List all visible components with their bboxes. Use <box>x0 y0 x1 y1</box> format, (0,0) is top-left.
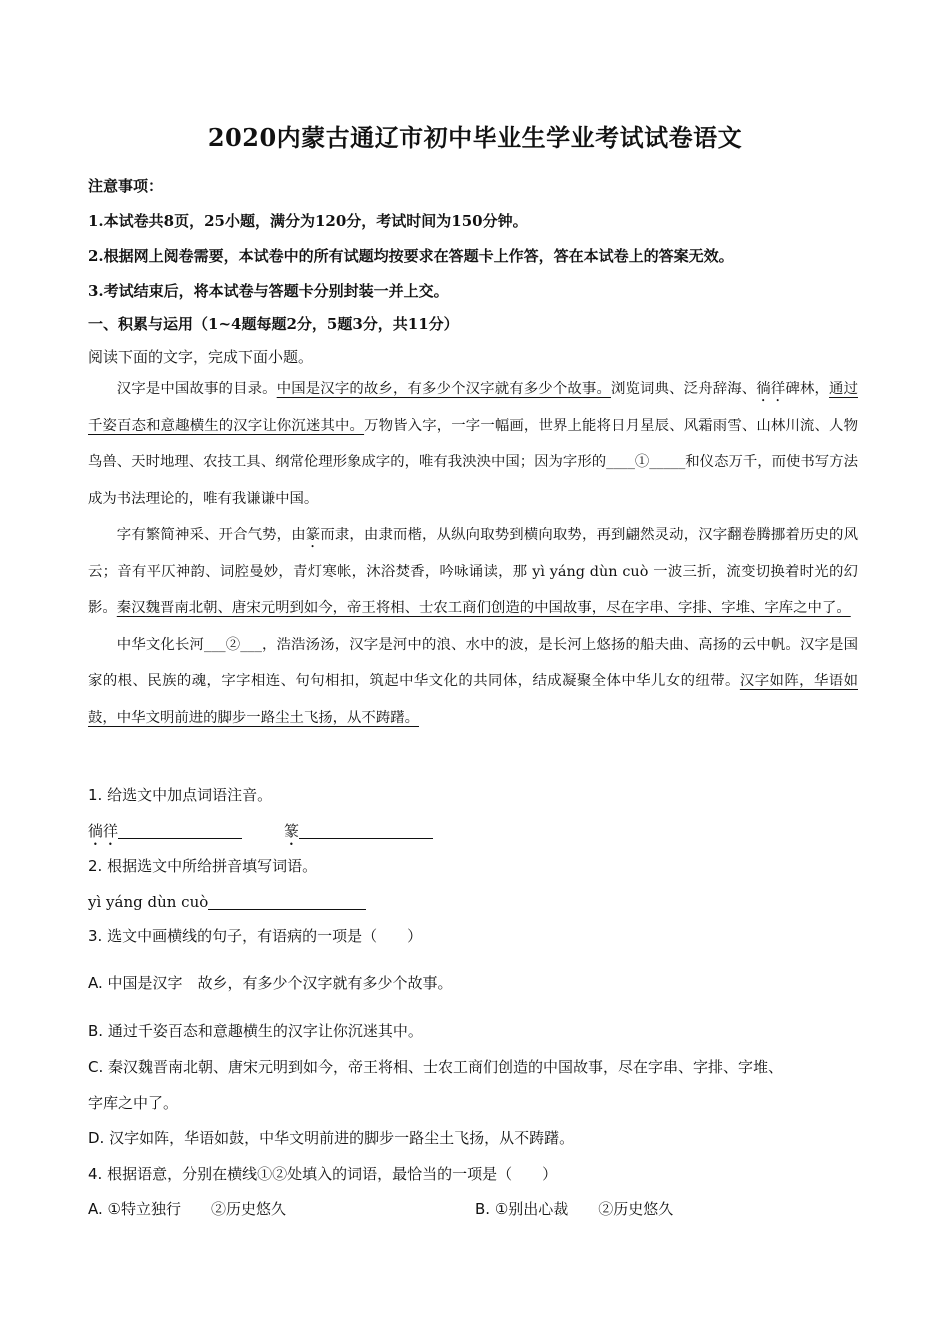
option-text: 通过千姿百态和意趣横生的汉字让你沉迷其中。 <box>103 1022 423 1040</box>
option-label: D. <box>88 1129 105 1147</box>
option-c-continued: 字库之中了。 <box>88 1094 179 1112</box>
option-text: 秦汉魏晋南北朝、唐宋元明到如今，帝王将相、士农工商们创造的中国故事，尽在字串、字排、字堆、 <box>103 1058 784 1076</box>
option-text: 汉字如阵，华语如鼓，中华文明前进的脚步一路尘土飞扬，从不踌躇。 <box>104 1129 575 1147</box>
question-text: 根据选文中所给拼音填写词语。 <box>102 857 318 875</box>
blank-2: ___②___ <box>204 636 262 653</box>
option-b[interactable] <box>88 1021 423 1041</box>
p1-text: 和仪态万千，而使书写方法成为书法理论的，唯有我谦谦中国。 <box>88 454 858 507</box>
answer-blank-2[interactable] <box>299 820 433 839</box>
p1-underlined-sentence-1: 中国是汉字的故乡，有多少个汉字就有多少个故事。 <box>276 381 611 397</box>
p3-underlined-sentence: 汉字如阵，华语如鼓，中华文明前进的脚步一路尘土飞扬，从不踌躇。 <box>88 673 858 726</box>
question-number: 4. <box>88 1165 103 1183</box>
option-text: ①别出心裁 ②历史悠久 <box>490 1200 674 1218</box>
passage-paragraph-2 <box>88 517 858 627</box>
question-2 <box>88 856 317 876</box>
answer-blank[interactable] <box>208 891 366 910</box>
p1-text: 碑林， <box>785 381 830 397</box>
p1-text: 汉字是中国故事的目录。 <box>116 381 277 397</box>
option-label: A. <box>88 1200 103 1218</box>
p1-text: 万物皆入字，一字一幅画，世界上能将日月星辰、风霜雨雪、山林川流、人物鸟兽、天时地理、农技工具、纲常伦理形象成字的，唯有我泱泱中国；因为字形的 <box>88 417 858 470</box>
question-number: 1. <box>88 786 103 804</box>
option-text: 中国是汉字 故乡，有多少个汉字就有多少个故事。 <box>102 974 453 992</box>
option-d[interactable] <box>88 1128 574 1148</box>
option-label: B. <box>88 1022 104 1040</box>
option-label: C. <box>88 1058 104 1076</box>
page-title: 2020内蒙古通辽市初中毕业生学业考试试卷语文 <box>207 123 743 152</box>
p1-underlined-sentence-2: 通过千姿百态和意趣横生的汉字让你沉迷其中。 <box>88 381 858 434</box>
p1-text: 浏览词典、泛舟辞海、 <box>610 381 757 397</box>
passage-paragraph-3 <box>88 627 858 737</box>
question-number: 3. <box>88 927 103 945</box>
p3-text: ，浩浩汤汤，汉字是河中的浪、水中的波，是长河上悠扬的船夫曲、高扬的云中帆。汉字是国家的根、民族的魂，字字相连、句句相扣，筑起中华文化的共同体，结成凝聚全体中华儿女的纽带。 <box>88 636 858 689</box>
question-text: 根据语意，分别在横线①②处填入的词语，最恰当的一项是（ ） <box>102 1165 558 1183</box>
notice-heading: 注意事项： <box>88 177 164 195</box>
blank-1: ____①_____ <box>606 454 686 470</box>
question-4 <box>88 1164 557 1184</box>
answer-word-1: 徜徉 <box>88 822 119 840</box>
section-heading: 一、积累与运用（1~4题每题2分，5题3分，共11分） <box>88 315 459 333</box>
option-c[interactable] <box>88 1057 783 1077</box>
question-text: 给选文中加点词语注音。 <box>102 786 273 804</box>
question-3 <box>88 926 422 946</box>
passage <box>88 371 858 736</box>
option-a[interactable] <box>88 973 453 993</box>
p2-underlined-sentence: 秦汉魏晋南北朝、唐宋元明到如今，帝王将相、士农工商们创造的中国故事，尽在字串、字排、字堆、字库之中了。 <box>116 600 851 616</box>
question-2-answer <box>88 891 366 912</box>
option-a[interactable] <box>88 1199 286 1219</box>
answer-blank-1[interactable] <box>118 820 242 839</box>
passage-paragraph-1 <box>88 371 858 517</box>
p2-text: 而隶，由隶而楷，从纵向取势到横向取势，再到翩然灵动，汉字翻卷腾挪着历史的风云；音有平仄神韵、词腔曼妙，青灯寒帐，沐浴焚香，吟咏诵读，那 yì yáng dùn cuò 一波三折，流变切换着时光的幻影。 <box>88 527 858 616</box>
p3-text: 中华文化长河 <box>116 636 205 653</box>
question-1 <box>88 785 272 805</box>
question-1-answers <box>88 820 433 849</box>
section-instruction: 阅读下面的文字，完成下面小题。 <box>88 348 314 366</box>
question-text: 选文中画横线的句子，有语病的一项是（ ） <box>102 927 423 945</box>
p2-text: 字有繁简神采、开合气势，由 <box>116 527 306 543</box>
dotted-word-zhuan: 篆 <box>305 527 321 543</box>
option-text: ①特立独行 ②历史悠久 <box>102 1200 286 1218</box>
option-b[interactable] <box>475 1199 673 1219</box>
answer-word-2: 篆 <box>284 822 300 840</box>
notice-item-1: 1.本试卷共8页，25小题，满分为120分，考试时间为150分钟。 <box>88 212 528 230</box>
option-label: B. <box>475 1200 491 1218</box>
question-number: 2. <box>88 857 103 875</box>
notice-item-3: 3.考试结束后，将本试卷与答题卡分别封装一并上交。 <box>88 282 449 300</box>
dotted-word-changyang: 徜徉 <box>756 381 786 397</box>
pinyin-prompt: yì yáng dùn cuò <box>88 893 209 911</box>
option-label: A. <box>88 974 103 992</box>
notice-item-2: 2.根据网上阅卷需要，本试卷中的所有试题均按要求在答题卡上作答，答在本试卷上的答案无效。 <box>88 247 734 265</box>
